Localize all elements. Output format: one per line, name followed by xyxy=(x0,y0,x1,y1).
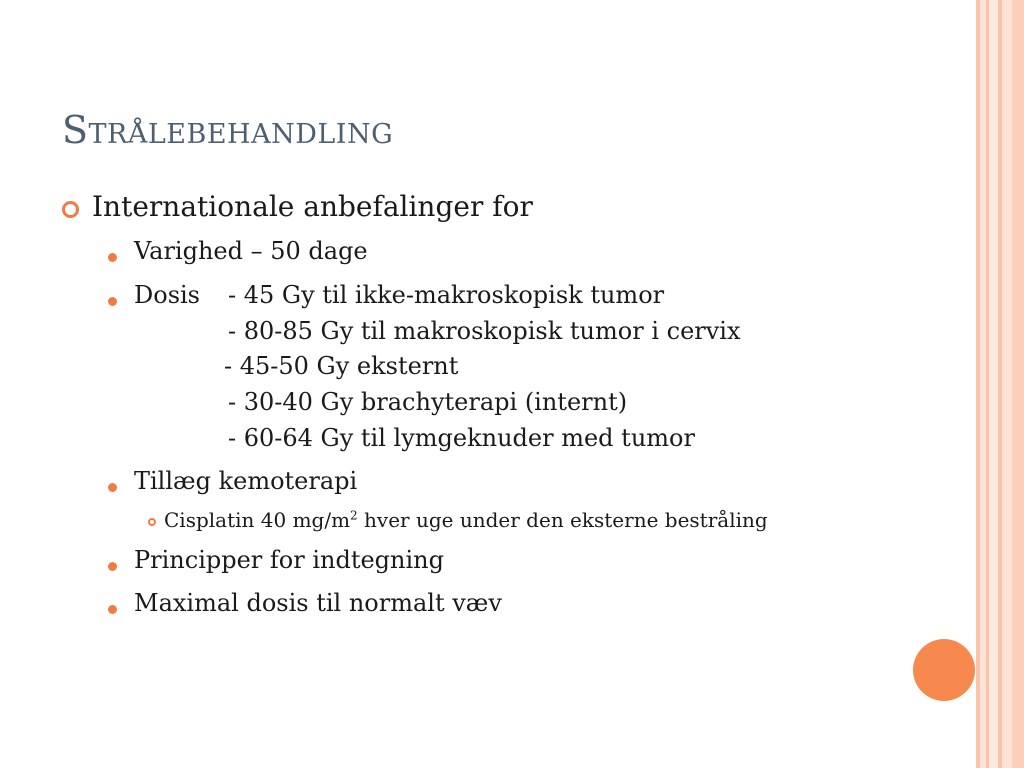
dosis-line: - 80-85 Gy til makroskopisk tumor i cervix xyxy=(228,317,741,345)
bullet-dot-icon xyxy=(108,297,117,306)
bullet-internationale: Internationale anbefalinger for xyxy=(92,190,533,223)
dosis-line: - 45-50 Gy eksternt xyxy=(224,352,459,380)
dosis-line: - 45 Gy til ikke-makroskopisk tumor xyxy=(228,281,665,309)
dosis-line: - 60-64 Gy til lymgeknuder med tumor xyxy=(228,424,695,452)
dosis-label: Dosis xyxy=(134,281,200,309)
decor-stripe xyxy=(989,0,998,768)
cisplatin-text-rest: hver uge under den eksterne bestråling xyxy=(357,508,768,532)
bullet-principper: Principper for indtegning xyxy=(134,546,444,574)
decorative-circle xyxy=(913,639,975,701)
bullet-hollow-icon xyxy=(62,201,79,218)
bullet-cisplatin xyxy=(164,508,768,532)
decor-stripe xyxy=(1012,0,1024,768)
cisplatin-text: Cisplatin 40 mg/m xyxy=(164,508,351,532)
bullet-maximal: Maximal dosis til normalt væv xyxy=(134,589,502,617)
superscript-2: 2 xyxy=(350,508,358,523)
bullet-tillaeg: Tillæg kemoterapi xyxy=(134,467,358,495)
dosis-line: - 30-40 Gy brachyterapi (internt) xyxy=(228,388,628,416)
bullet-varighed: Varighed – 50 dage xyxy=(134,237,368,265)
bullet-ring-icon xyxy=(148,518,156,526)
bullet-dot-icon xyxy=(108,483,117,492)
bullet-dot-icon xyxy=(108,562,117,571)
slide-title: Strålebehandling xyxy=(62,108,394,152)
decor-stripe xyxy=(1002,0,1012,768)
bullet-dot-icon xyxy=(108,605,117,614)
bullet-dot-icon xyxy=(108,253,117,262)
